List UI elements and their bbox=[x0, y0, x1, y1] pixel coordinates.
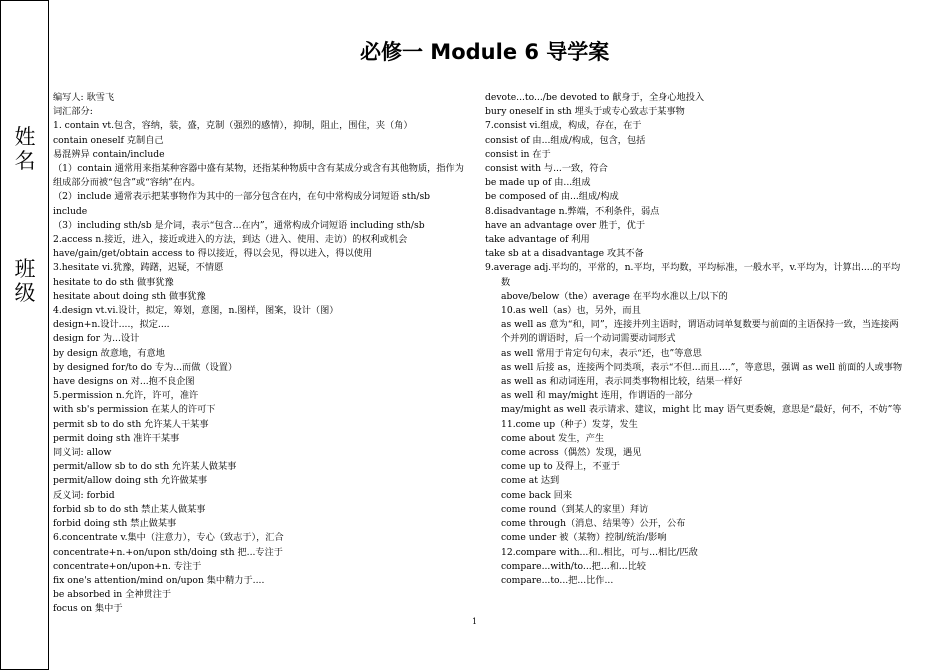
text-line: design for 为...设计 bbox=[53, 333, 140, 345]
text-line: with sb's permission 在某人的许可下 bbox=[53, 404, 216, 416]
text-line: 8.disadvantage n.弊端，不利条件，弱点 bbox=[485, 205, 660, 217]
text-line: be absorbed in 全神贯注于 bbox=[53, 589, 172, 601]
text-line: come across（偶然）发现，遇见 bbox=[501, 447, 642, 459]
text-line: 4.design vt.vi.设计，拟定，筹划，意图，n.图样，图案，设计（图） bbox=[53, 305, 339, 317]
text-line: come at 达到 bbox=[501, 475, 560, 487]
text-line: be made up of 由...组成 bbox=[485, 177, 591, 189]
text-line: come about 发生，产生 bbox=[501, 432, 605, 444]
text-line: come round（到某人的家里）拜访 bbox=[501, 503, 649, 515]
text-line: be composed of 由...组成/构成 bbox=[485, 191, 619, 203]
text-line: take advantage of 利用 bbox=[485, 234, 590, 246]
left-column bbox=[53, 91, 467, 617]
text-line: concentrate+n.+on/upon sth/doing sth 把...专注于 bbox=[53, 546, 283, 558]
text-line: may/might as well 表示请求、建议，might 比 may 语气更委婉，意思是“最好，何不，不妨”等 bbox=[501, 404, 902, 416]
text-line: have/gain/get/obtain access to 得以接近，得以会见，得以进入，得以使用 bbox=[53, 248, 373, 260]
text-line: 易混辨异 contain/include bbox=[53, 148, 165, 160]
text-line: consist of 由...组成/构成，包含，包括 bbox=[485, 134, 646, 146]
class-label: 班级 bbox=[14, 257, 36, 305]
text-line: consist with 与...一致，符合 bbox=[485, 163, 608, 175]
text-line: 词汇部分: bbox=[53, 106, 93, 118]
text-line: by designed for/to do 专为...而做（设置） bbox=[53, 361, 238, 373]
text-line: permit sb to do sth 允许某人干某事 bbox=[53, 418, 209, 430]
text-line: 同义词: allow bbox=[53, 447, 112, 459]
page-title: 必修一 Module 6 导学案 bbox=[360, 40, 610, 64]
text-line: 编写人: 耿雪飞 bbox=[53, 92, 115, 103]
text-line: come through（消息、结果等）公开，公布 bbox=[501, 518, 686, 530]
text-line: permit/allow sb to do sth 允许某人做某事 bbox=[53, 461, 237, 473]
text-line: come under 被（某物）控制/统治/影响 bbox=[501, 532, 667, 544]
text-line: forbid sb to do sth 禁止某人做某事 bbox=[53, 503, 206, 515]
text-line: as well as 意为“和，同”，连接并列主语时，谓语动词单复数要与前面的主语保持一致，当连接两个并列的谓语时，后一个动词需要动词形式 bbox=[501, 319, 899, 345]
name-label: 姓名 bbox=[14, 125, 36, 173]
text-line: 5.permission n.允许，许可，准许 bbox=[53, 390, 199, 402]
text-line: 3.hesitate vi.犹豫，踌躇，迟疑，不情愿 bbox=[53, 262, 224, 274]
text-line: compare...with/to...把...和...比较 bbox=[501, 560, 646, 572]
text-line: permit doing sth 准许干某事 bbox=[53, 432, 180, 444]
text-line: contain oneself 克制自己 bbox=[53, 134, 164, 146]
text-line: 12.compare with...和..相比，可与...相比/匹敌 bbox=[501, 546, 698, 558]
text-line: come back 回来 bbox=[501, 489, 573, 501]
text-line: have an advantage over 胜于，优于 bbox=[485, 219, 646, 231]
text-line: forbid doing sth 禁止做某事 bbox=[53, 518, 177, 530]
text-line: 11.come up（种子）发芽，发生 bbox=[501, 418, 638, 430]
text-line: compare...to...把...比作... bbox=[501, 574, 614, 586]
text-line: design+n.设计....，拟定.... bbox=[53, 319, 170, 331]
name-class-sidebar bbox=[0, 0, 49, 670]
text-line: bury oneself in sth 埋头于或专心致志于某事物 bbox=[485, 106, 685, 118]
text-line: permit/allow doing sth 允许做某事 bbox=[53, 475, 208, 487]
text-line: take sb at a disadvantage 攻其不备 bbox=[485, 248, 644, 260]
text-line: 1. contain vt.包含，容纳，装，盛，克制（强烈的感情），抑制，阻止，围住，夹（角） bbox=[53, 120, 413, 132]
text-line: fix one's attention/mind on/upon 集中精力于.... bbox=[53, 574, 265, 586]
text-line: focus on 集中于 bbox=[53, 603, 123, 615]
text-line: as well 后接 as，连接两个同类项，表示“不但...而且....”，等意思，强调 as well 前面的人或事物 bbox=[501, 361, 903, 373]
text-line: come up to 及得上，不亚于 bbox=[501, 461, 620, 473]
text-line: have designs on 对...抱不良企图 bbox=[53, 376, 195, 388]
text-line: 6.concentrate v.集中（注意力），专心（致志于），汇合 bbox=[53, 532, 284, 544]
text-line: devote...to.../be devoted to 献身于，全身心地投入 bbox=[485, 92, 705, 103]
text-line: 2.access n.接近，进入，接近或进入的方法，到达（进入、使用、走访）的权利或机会 bbox=[53, 234, 408, 246]
text-line: as well as 和动词连用，表示同类事物相比较，结果一样好 bbox=[501, 376, 743, 388]
right-column bbox=[485, 91, 905, 588]
text-line: above/below（the）average 在平均水准以上/以下的 bbox=[501, 290, 728, 302]
text-line: （2）include 通常表示把某事物作为其中的一部分包含在内，在句中常构成分词短语 sth/sb include bbox=[53, 191, 431, 217]
text-line: consist in 在于 bbox=[485, 148, 551, 160]
text-line: 9.average adj.平均的，平常的，n.平均，平均数，平均标准，一般水平，v.平均为，计算出....的平均数 bbox=[485, 262, 901, 288]
text-line: 7.consist vi.组成，构成，存在，在于 bbox=[485, 120, 642, 132]
text-line: 反义词: forbid bbox=[53, 489, 115, 501]
text-line: as well 常用于肯定句句末，表示“还，也”等意思 bbox=[501, 347, 702, 359]
page-number: 1 bbox=[472, 617, 478, 626]
text-line: as well 和 may/might 连用，作谓语的一部分 bbox=[501, 390, 693, 402]
text-line: （1）contain 通常用来指某种容器中盛有某物，还指某种物质中含有某成分或含有其他物质，指作为组成部分而被“包含”或“容纳”在内。 bbox=[53, 163, 464, 189]
text-line: （3）including sth/sb 是介词，表示“包含...在内”，通常构成介词短语 including sth/sb bbox=[53, 219, 425, 231]
text-line: concentrate+on/upon+n. 专注于 bbox=[53, 560, 202, 572]
text-line: hesitate to do sth 做事犹豫 bbox=[53, 276, 174, 288]
text-line: 10.as well（as）也，另外，而且 bbox=[501, 305, 641, 317]
text-line: hesitate about doing sth 做事犹豫 bbox=[53, 290, 206, 302]
text-line: by design 故意地，有意地 bbox=[53, 347, 165, 359]
